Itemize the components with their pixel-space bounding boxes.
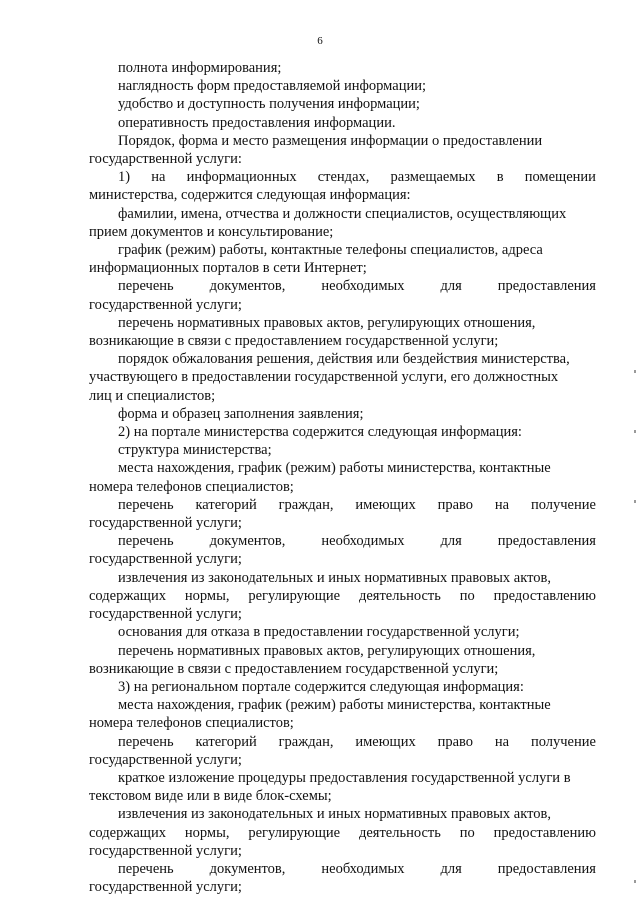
text-line: оперативность предоставления информации. xyxy=(118,114,396,131)
text-line: государственной услуги; xyxy=(89,842,242,859)
text-line: участвующего в предоставлении государственной услуги, его должностных xyxy=(89,369,559,386)
text-line: возникающие в связи с предоставлением государственной услуги; xyxy=(89,333,499,350)
text-line: перечень документов, необходимых для предоставления xyxy=(118,860,596,877)
text-line: краткое изложение процедуры предоставления государственной услуги в xyxy=(118,769,571,786)
text-line: порядок обжалования решения, действия или бездействия министерства, xyxy=(118,351,570,368)
text-line: текстовом виде или в виде блок-схемы; xyxy=(89,788,332,805)
text-line: государственной услуги; xyxy=(89,879,242,896)
text-line: содержащих нормы, регулирующие деятельность по предоставлению xyxy=(89,587,596,604)
text-line: 3) на региональном портале содержится следующая информация: xyxy=(118,678,524,695)
scan-artifact xyxy=(634,880,636,883)
text-line: номера телефонов специалистов; xyxy=(89,715,294,732)
text-line: государственной услуги; xyxy=(89,296,242,313)
text-line: 2) на портале министерства содержится следующая информация: xyxy=(118,424,522,441)
text-line: возникающие в связи с предоставлением государственной услуги; xyxy=(89,660,499,677)
text-line: удобство и доступность получения информации; xyxy=(118,96,420,113)
text-line: основания для отказа в предоставлении государственной услуги; xyxy=(118,624,520,641)
text-line: перечень категорий граждан, имеющих право на получение xyxy=(118,733,596,750)
page-number: 6 xyxy=(317,35,323,47)
text-line: места нахождения, график (режим) работы министерства, контактные xyxy=(118,697,551,714)
text-line: структура министерства; xyxy=(118,442,272,459)
text-line: перечень категорий граждан, имеющих право на получение xyxy=(118,496,596,513)
text-line: полнота информирования; xyxy=(118,60,282,76)
text-line: государственной услуги; xyxy=(89,515,242,532)
text-line: министерства, содержится следующая информация: xyxy=(89,187,411,204)
text-line: лиц и специалистов; xyxy=(89,387,216,404)
text-line: перечень документов, необходимых для предоставления xyxy=(118,278,596,295)
text-line: Порядок, форма и место размещения информации о предоставлении xyxy=(118,132,543,149)
text-line: извлечения из законодательных и иных нормативных правовых актов, xyxy=(118,806,551,823)
document-body xyxy=(89,59,596,896)
text-line: перечень документов, необходимых для предоставления xyxy=(118,533,596,550)
scan-artifact xyxy=(634,500,636,503)
text-line: перечень нормативных правовых актов, регулирующих отношения, xyxy=(118,314,536,331)
scan-artifact xyxy=(634,430,636,433)
text-line: прием документов и консультирование; xyxy=(89,223,334,240)
text-line: государственной услуги: xyxy=(89,151,242,168)
text-line: государственной услуги; xyxy=(89,751,242,768)
text-line: извлечения из законодательных и иных нормативных правовых актов, xyxy=(118,569,551,586)
text-line: информационных порталов в сети Интернет; xyxy=(89,260,367,277)
text-line: содержащих нормы, регулирующие деятельность по предоставлению xyxy=(89,824,596,841)
text-line: государственной услуги; xyxy=(89,606,242,623)
text-line: фамилии, имена, отчества и должности специалистов, осуществляющих xyxy=(118,205,567,222)
text-line: государственной услуги; xyxy=(89,551,242,568)
text-line: места нахождения, график (режим) работы министерства, контактные xyxy=(118,460,551,477)
text-line: перечень нормативных правовых актов, регулирующих отношения, xyxy=(118,642,536,659)
text-line: график (режим) работы, контактные телефоны специалистов, адреса xyxy=(118,242,543,259)
text-line: форма и образец заполнения заявления; xyxy=(118,405,364,422)
scan-artifact xyxy=(634,370,636,373)
text-line: 1) на информационных стендах, размещаемых в помещении xyxy=(118,169,596,186)
text-line: номера телефонов специалистов; xyxy=(89,478,294,495)
text-line: наглядность форм предоставляемой информации; xyxy=(118,78,426,95)
